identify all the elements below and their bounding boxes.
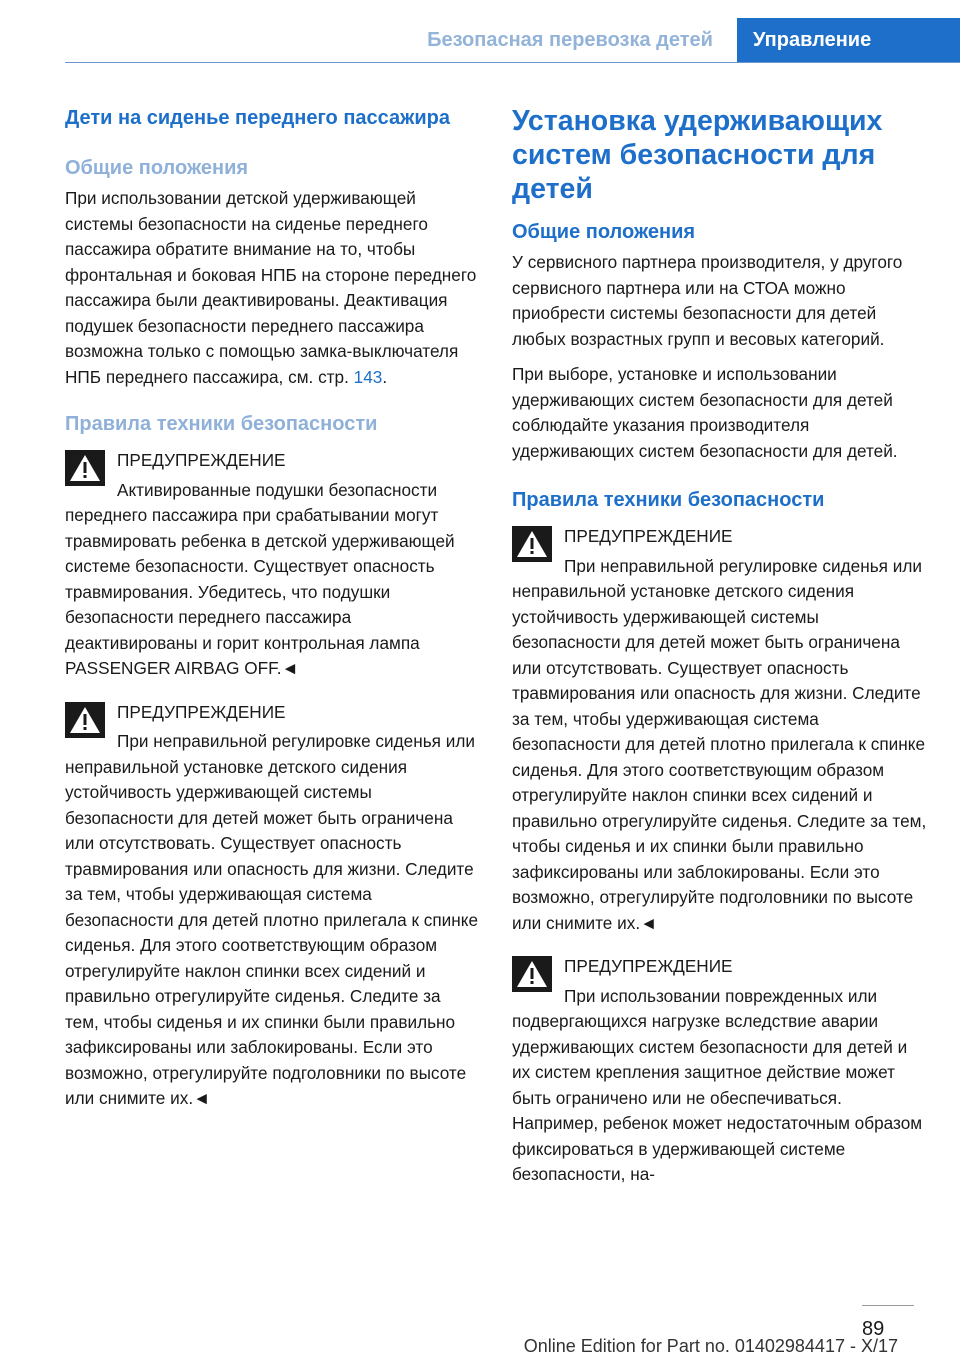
warning-text: При неправильной регулировке сиденья или неправильной установке детского сидения устойчивость удерживающей системы безопасности для детей может быть ограничена или отсутствовать. Существует опасность травмирования или опасность для жизни. Следите за тем, чтобы удерживающая система безопасности для детей плотно прилегала к спинке сиденья. Для этого соответствующим образом отрегулируйте наклон спинки всех сидений и правильно отрегулируйте сиденья. Следите за тем, чтобы сиденья и их спинки были правильно зафиксированы или заблокированы. Если это возможно, отрегулируйте подголовники по высоте или снимите их.◄ [65,731,479,1108]
warning-icon [65,702,105,738]
left-warning-2 [65,700,479,1112]
page-number: 89 [862,1318,885,1340]
left-rules-heading: Правила техники безопасности [65,413,378,435]
warning-text: При использовании поврежденных или подвергающихся нагрузке вследствие аварии удерживающих систем безопасности для детей и их систем крепления защитное действие может быть ограничено или не обеспечиваться. Например, ребенок может недостаточным образом фиксироваться в удерживающей системе безопасности, на- [512,985,923,1184]
right-general-text-1: У сервисного партнера производителя, у другого сервисного партнера или на СТОА можно приобрести системы безопасности для детей любых возрастных групп и весовых категорий. [512,252,903,349]
edition-note: Online Edition for Part no. 01402984417 - X/17 [523,1336,898,1356]
left-title: Дети на сиденье переднего пассажира [65,107,450,129]
right-column [512,104,928,1188]
header-rule [65,62,960,63]
warning-text: Активированные подушки безопасности переднего пассажира при срабатывании могут травмировать ребенка в детской удерживающей системе безопасности. Существует опасность травмирования. Убедитесь, что подушки безопасности переднего пассажира деактивированы и горит контрольная лампа PASSENGER AIRBAG OFF.◄ [65,479,455,678]
right-title: Установка удерживающих систем безопасности для детей [512,105,883,205]
left-general-text: При использовании детской удерживающей системы безопасности на сиденье переднего пассажира обратите внимание на то, чтобы фронтальная и боковая НПБ на стороне переднего пассажира были деактивированы. Деактивация подушек безопасности переднего пассажира возможна только с помощью замка-выключателя НПБ переднего пассажира, см. стр. [65,188,477,387]
warning-title: ПРЕДУПРЕЖДЕНИЕ [564,526,733,546]
footer-rule [862,1305,914,1306]
warning-icon [512,956,552,992]
page-link-143[interactable]: 143 [353,366,383,387]
right-rules-heading: Правила техники безопасности [512,489,825,511]
warning-title: ПРЕДУПРЕЖДЕНИЕ [117,701,286,722]
warning-icon [65,450,105,486]
left-warning-1 [65,448,479,682]
right-warning-1 [512,524,928,936]
chapter-tab: Управление [737,18,960,63]
left-general-heading: Общие положения [65,157,249,179]
page-header [0,18,960,63]
right-general-text-2: При выборе, установке и использовании удерживающих систем безопасности для детей соблюдайте указания производителя удерживающих систем безопасности для детей. [512,364,898,461]
left-general-text-end: . [382,366,388,387]
warning-title: ПРЕДУПРЕЖДЕНИЕ [564,956,733,976]
warning-title: ПРЕДУПРЕЖДЕНИЕ [117,450,286,470]
left-column [65,104,479,1112]
warning-text: При неправильной регулировке сиденья или неправильной установке детского сидения устойчивость удерживающей системы безопасности для детей может быть ограничена или отсутствовать. Существует опасность травмирования или опасность для жизни. Следите за тем, чтобы удерживающая система безопасности для детей плотно прилегала к спинке сиденья. Для этого соответствующим образом отрегулируйте наклон спинки всех сидений и правильно отрегулируйте сиденья. Следите за тем, чтобы сиденья и их спинки были правильно зафиксированы или заблокированы. Если это возможно, отрегулируйте подголовники по высоте или снимите их.◄ [512,555,927,933]
right-warning-2 [512,954,928,1188]
left-general-paragraph [65,186,479,390]
right-general-heading: Общие положения [512,221,696,243]
warning-icon [512,526,552,562]
section-title: Безопасная перевозка детей [427,29,713,51]
